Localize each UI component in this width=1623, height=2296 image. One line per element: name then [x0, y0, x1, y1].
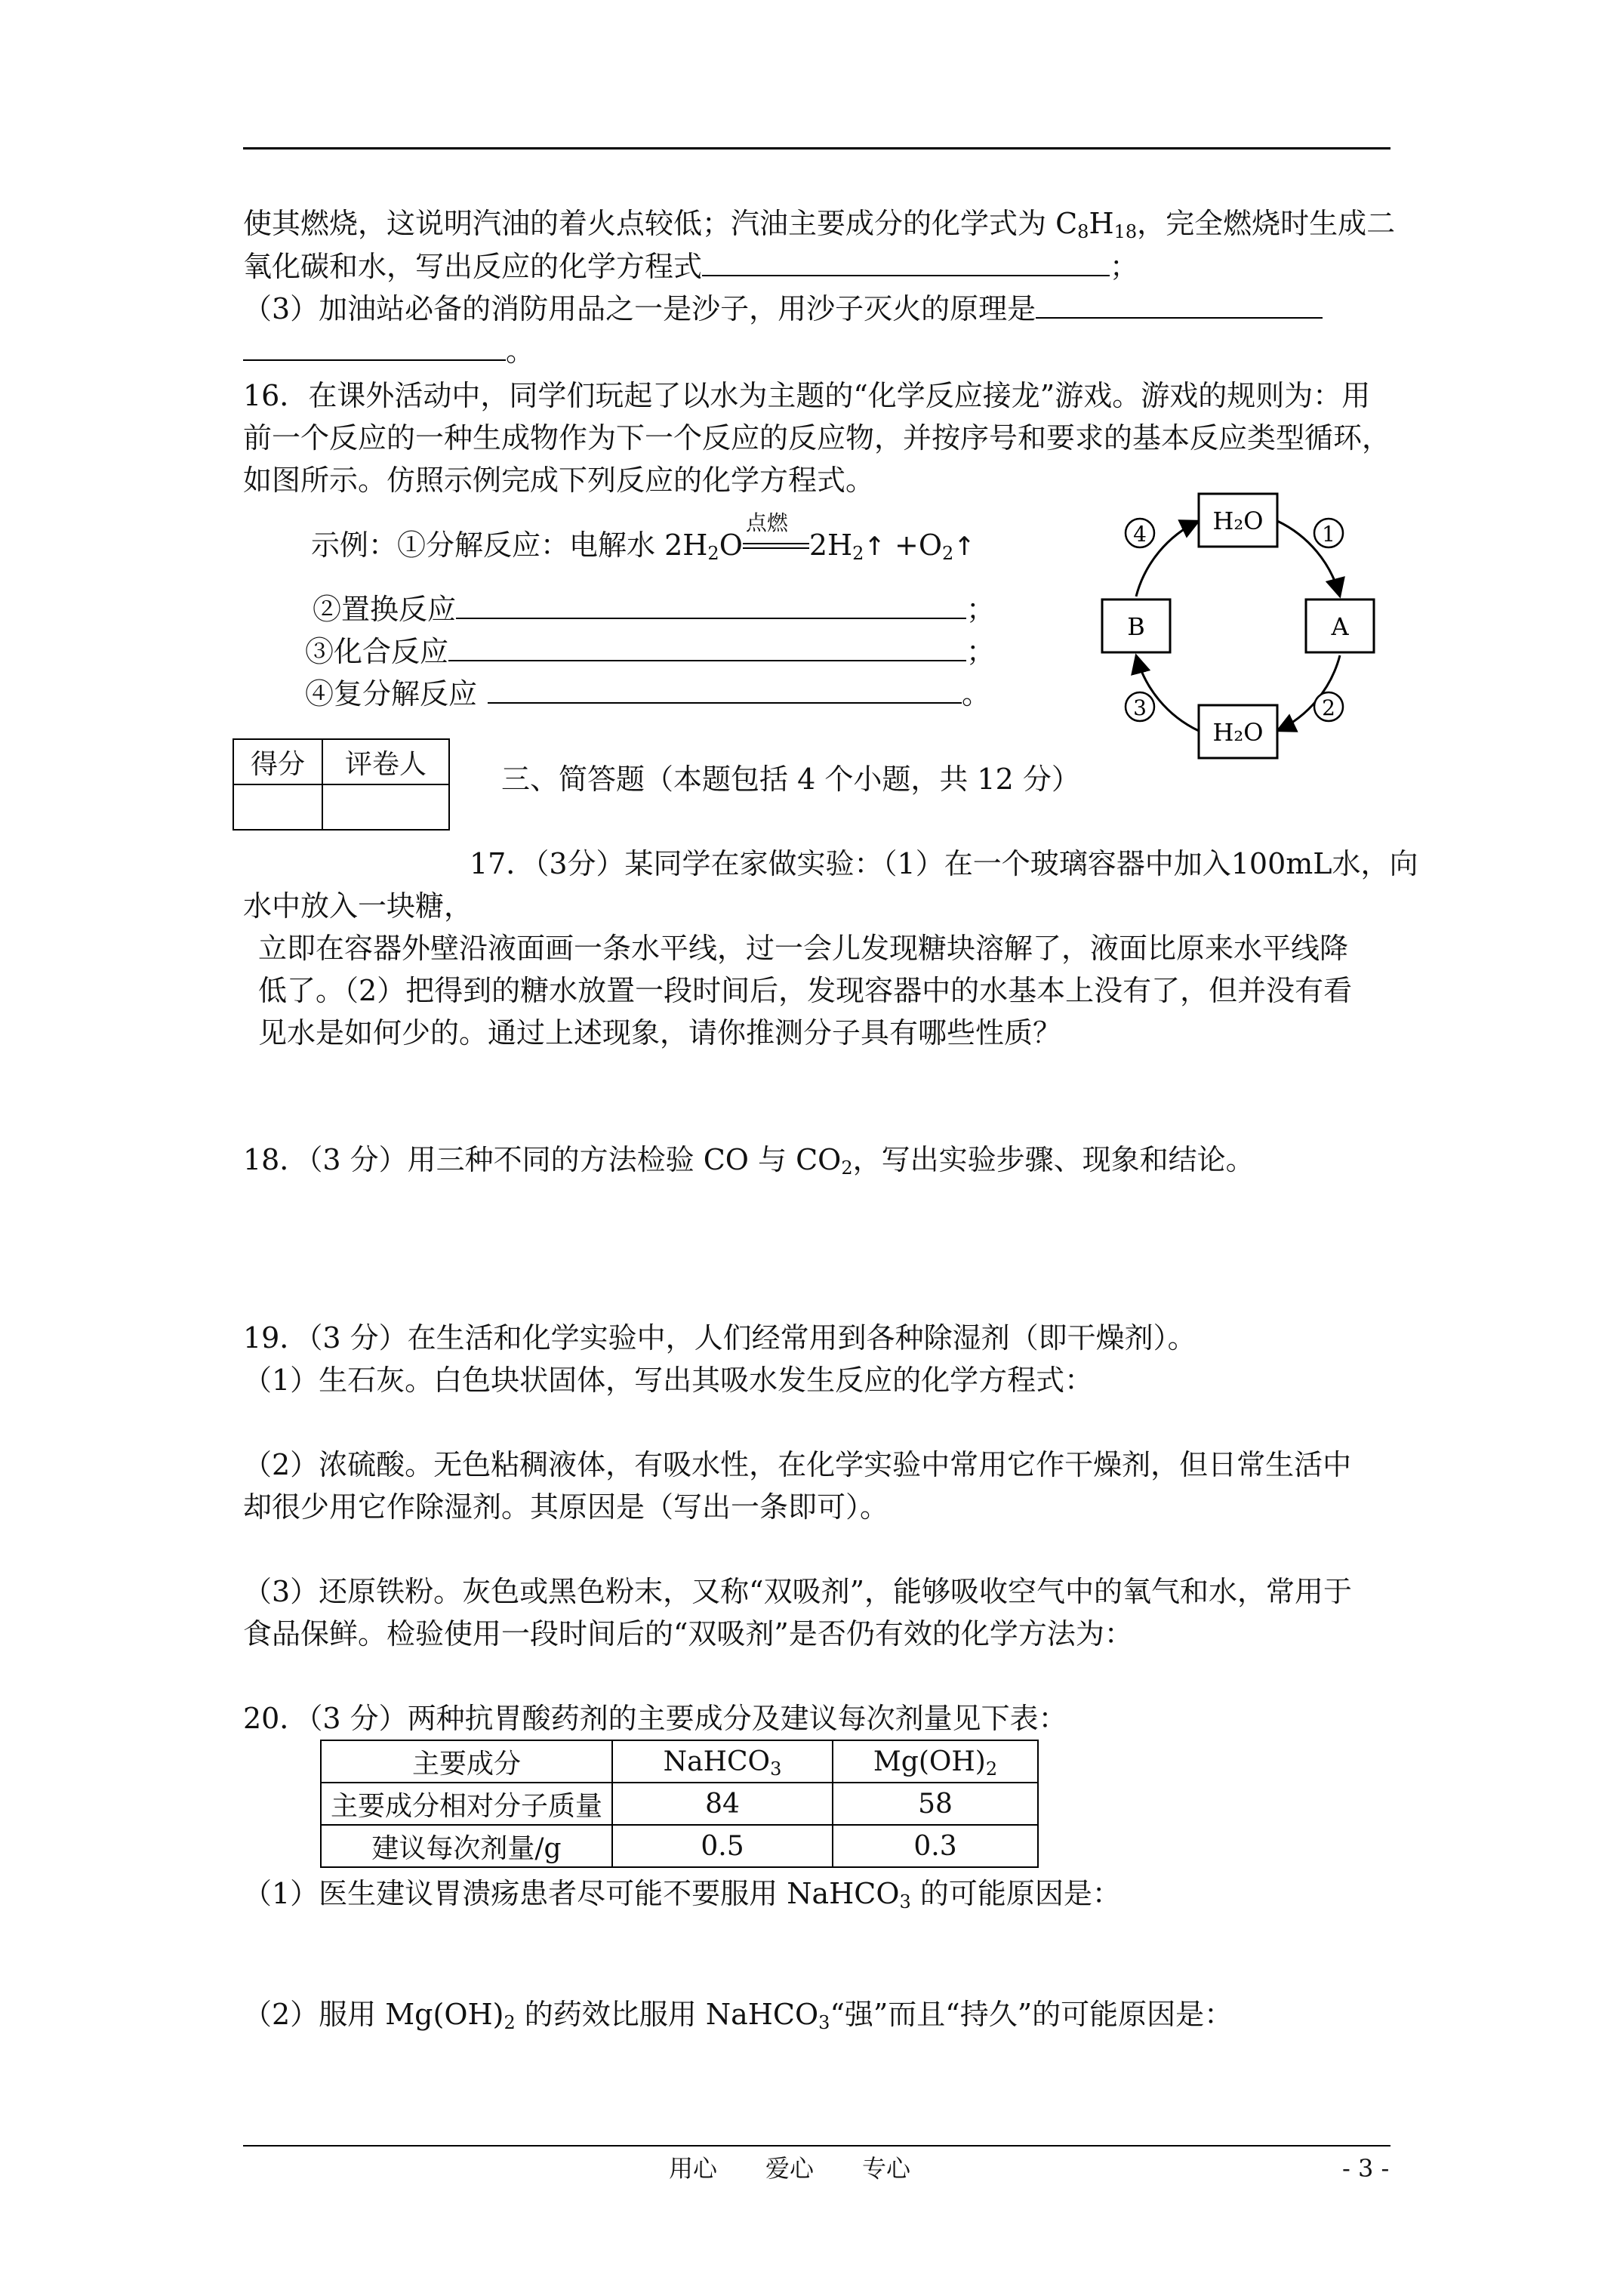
right-box	[1306, 599, 1374, 652]
score-table	[233, 738, 450, 831]
step-4-marker	[1126, 519, 1154, 547]
svg-text:2: 2	[1322, 695, 1335, 720]
q17-line4: 低了。（2）把得到的糖水放置一段时间后，发现容器中的水基本上没有了，但并没有看	[258, 974, 1353, 1007]
svg-text:A: A	[1331, 612, 1349, 641]
header-rule	[243, 147, 1390, 149]
svg-text:4: 4	[1133, 522, 1147, 547]
grader-header: 评卷人	[322, 739, 449, 784]
answer-blank[interactable]	[456, 590, 966, 619]
q20-line1: 20．（3 分）两种抗胃酸药剂的主要成分及建议每次剂量见下表：	[243, 1702, 1067, 1735]
q16-item3: ③化合反应 ；	[305, 633, 995, 670]
q15-line4: 。	[243, 332, 534, 369]
answer-blank[interactable]	[243, 332, 506, 361]
q20-sub1: （1）医生建议胃溃疡患者尽可能不要服用 NaHCO$_3$ 的可能原因是：	[243, 1877, 1121, 1912]
q15-line1: 使其燃烧，这说明汽油的着火点较低；汽油主要成分的化学式为 $C_8H_{18}$，完全燃烧时生成二	[243, 207, 1396, 242]
score-cell[interactable]	[233, 784, 322, 830]
q16-item2: ②置换反应 ；	[313, 590, 995, 627]
q16-line3: 如图所示。仿照示例完成下列反应的化学方程式。	[243, 464, 875, 497]
q17-line2: 水中放入一块糖，	[243, 889, 473, 923]
q20-sub2: （2）服用 $Mg(OH)_2$ 的药效比服用 NaHCO$_3$“强”而且“持久”的可能原因是：	[243, 1998, 1233, 2033]
q17-line1: 17．（3分）某同学在家做实验：（1）在一个玻璃容器中加入100mL水，向	[470, 847, 1418, 880]
step-3-marker	[1126, 692, 1154, 721]
svg-text:3: 3	[1133, 695, 1147, 720]
up-arrow-icon: ↑	[864, 532, 885, 562]
q19-line6: 食品保鲜。检验使用一段时间后的“双吸剂”是否仍有效的化学方法为：	[243, 1617, 1133, 1650]
step-1-marker	[1314, 519, 1343, 547]
answer-blank[interactable]	[1036, 290, 1323, 319]
table-header-component: 主要成分	[321, 1740, 612, 1783]
q19-line4: 却很少用它作除湿剂。其原因是（写出一条即可）。	[243, 1490, 889, 1524]
q19-line1: 19．（3 分）在生活和化学实验中，人们经常用到各种除湿剂（即干燥剂）。	[243, 1321, 1196, 1354]
up-arrow-icon: ↑	[953, 532, 975, 562]
table-cell: 0.5	[612, 1825, 833, 1867]
q16-line2: 前一个反应的一种生成物作为下一个反应的反应物，并按序号和要求的基本反应类型循环，	[243, 421, 1391, 455]
svg-text:B: B	[1127, 612, 1145, 641]
reaction-condition: 点燃	[745, 510, 788, 535]
q15-line3: （3）加油站必备的消防用品之一是沙子，用沙子灭火的原理是	[243, 290, 1323, 327]
q19-line2: （1）生石灰。白色块状固体，写出其吸水发生反应的化学方程式：	[243, 1364, 1094, 1397]
q17-line5: 见水是如何少的。通过上述现象，请你推测分子具有哪些性质？	[258, 1016, 1062, 1049]
svg-text:1: 1	[1322, 522, 1335, 547]
q19-line5: （3）还原铁粉。灰色或黑色粉末，又称“双吸剂”，能够吸收空气中的氧气和水，常用于	[243, 1575, 1353, 1608]
q15-line2: 氧化碳和水，写出反应的化学方程式 ；	[243, 248, 1138, 285]
answer-blank[interactable]	[702, 248, 1110, 276]
q18-line: 18．（3 分）用三种不同的方法检验 CO 与 $CO_2$，写出实验步骤、现象和结论。	[243, 1143, 1255, 1179]
q16-example: 示例：①分解反应：电解水 $2H_2O$ 点燃 $2H_2↑$ $+O_2↑$	[311, 510, 975, 564]
table-cell: 84	[612, 1783, 833, 1825]
antacid-table	[320, 1740, 1039, 1868]
svg-text:H₂O: H₂O	[1212, 718, 1264, 747]
table-header-mgoh2: $Mg(OH)_2$	[833, 1740, 1038, 1783]
footer-rule	[243, 2145, 1390, 2147]
page-number: - 3 -	[1342, 2154, 1390, 2183]
reaction-cycle-diagram	[1079, 476, 1397, 778]
score-header: 得分	[233, 739, 322, 784]
left-box	[1102, 599, 1170, 652]
bottom-box	[1199, 705, 1277, 758]
table-cell: 58	[833, 1783, 1038, 1825]
section3-title: 三、简答题（本题包括 4 个小题，共 12 分）	[501, 763, 1080, 796]
answer-blank[interactable]	[448, 633, 966, 661]
q16-line1: 16．在课外活动中，同学们玩起了以水为主题的“化学反应接龙”游戏。游戏的规则为：用	[243, 379, 1371, 412]
svg-text:H₂O: H₂O	[1212, 507, 1264, 535]
q16-item4: ④复分解反应 。	[305, 675, 990, 712]
table-cell: 0.3	[833, 1825, 1038, 1867]
table-row-label: 主要成分相对分子质量	[321, 1783, 612, 1825]
footer-motto: 用心 爱心 专心	[669, 2154, 911, 2183]
table-header-nahco3: NaHCO$_3$	[612, 1740, 833, 1783]
q17-line3: 立即在容器外壁沿液面画一条水平线，过一会儿发现糖块溶解了，液面比原来水平线降	[258, 932, 1349, 965]
step-2-marker	[1314, 692, 1343, 721]
answer-blank[interactable]	[488, 675, 962, 704]
table-row-label: 建议每次剂量/g	[321, 1825, 612, 1867]
q19-line3: （2）浓硫酸。无色粘稠液体，有吸水性，在化学实验中常用它作干燥剂，但日常生活中	[243, 1448, 1352, 1481]
grader-cell[interactable]	[322, 784, 449, 830]
top-box	[1199, 494, 1277, 547]
